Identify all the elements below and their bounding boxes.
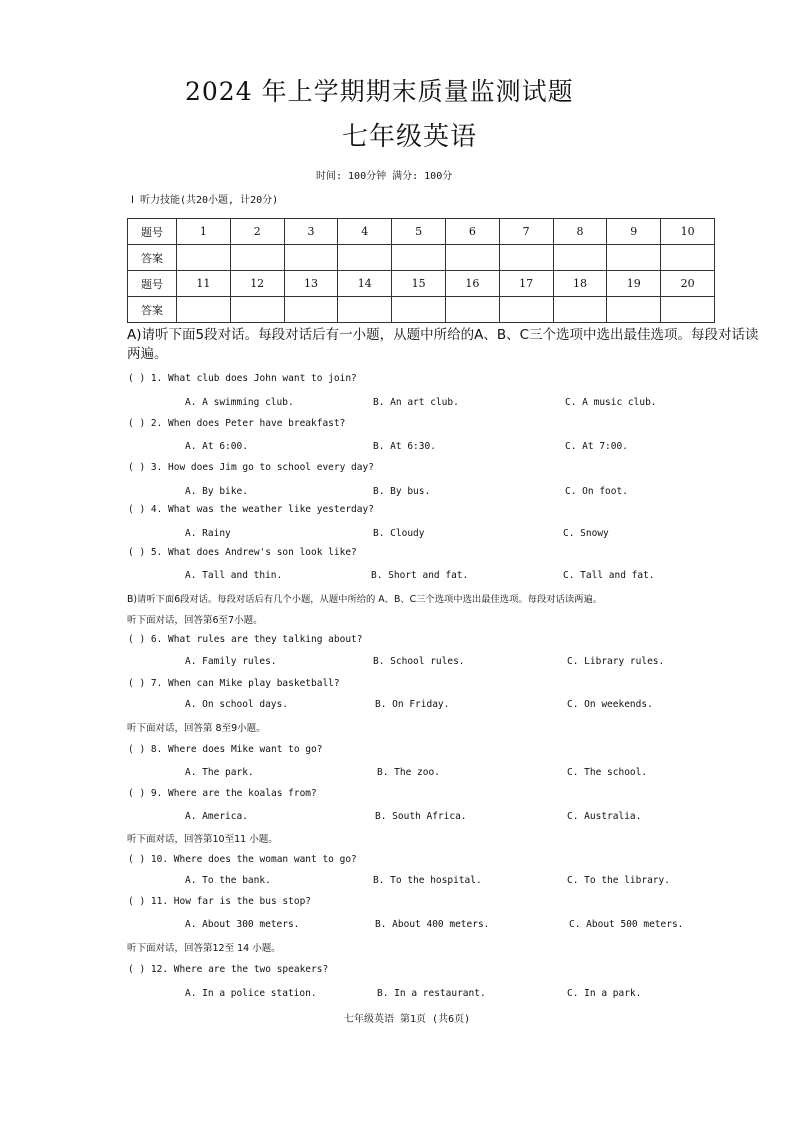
answer-cell[interactable]	[499, 245, 553, 271]
question-5: ( ) 5. What does Andrew's son look like?	[128, 547, 357, 558]
table-cell: 18	[553, 271, 607, 297]
answer-cell[interactable]	[661, 297, 715, 323]
question-3: ( ) 3. How does Jim go to school every day?	[128, 462, 374, 473]
question-10: ( ) 10. Where does the woman want to go?	[128, 854, 357, 865]
option-a: A. Tall and thin.	[185, 570, 283, 581]
option-c: C. Australia.	[567, 811, 642, 822]
table-cell: 4	[338, 219, 392, 245]
question-2: ( ) 2. When does Peter have breakfast?	[128, 418, 346, 429]
table-cell: 6	[445, 219, 499, 245]
option-b: B. An art club.	[373, 397, 459, 408]
question-7: ( ) 7. When can Mike play basketball?	[128, 678, 340, 689]
answer-cell[interactable]	[553, 245, 607, 271]
table-cell: 3	[284, 219, 338, 245]
option-c: C. Library rules.	[567, 656, 665, 667]
table-cell: 10	[661, 219, 715, 245]
table-cell: 5	[392, 219, 446, 245]
option-a: A. About 300 meters.	[185, 919, 300, 930]
page-footer: 七年级英语 第1页 (共6页)	[344, 1014, 471, 1025]
subheading-10-11: 听下面对话，回答第10至11 小题。	[127, 834, 278, 845]
option-c: C. A music club.	[565, 397, 657, 408]
option-c: C. In a park.	[567, 988, 642, 999]
answer-cell[interactable]	[499, 297, 553, 323]
instruction-part-b: B)请听下面6段对话。每段对话后有几个小题，从题中所给的 A、B、C三个选项中选出最佳选项。每段对话读两遍。	[127, 594, 603, 605]
option-b: B. The zoo.	[377, 767, 440, 778]
answer-cell[interactable]	[392, 245, 446, 271]
table-label: 题号	[128, 271, 177, 297]
option-c: C. At 7:00.	[565, 441, 628, 452]
table-cell: 1	[177, 219, 231, 245]
option-c: C. About 500 meters.	[569, 919, 684, 930]
table-cell: 14	[338, 271, 392, 297]
table-cell: 2	[230, 219, 284, 245]
option-b: B. In a restaurant.	[377, 988, 486, 999]
option-a: A. By bike.	[185, 486, 248, 497]
answer-cell[interactable]	[177, 297, 231, 323]
answer-cell[interactable]	[230, 245, 284, 271]
question-6: ( ) 6. What rules are they talking about?	[128, 634, 363, 645]
section-title: Ⅰ 听力技能(共20小题, 计20分)	[131, 195, 279, 206]
option-a: A. At 6:00.	[185, 441, 248, 452]
option-a: A. America.	[185, 811, 248, 822]
exam-subtitle: 七年级英语	[342, 122, 478, 152]
table-cell: 7	[499, 219, 553, 245]
answer-cell[interactable]	[553, 297, 607, 323]
option-a: A. A swimming club.	[185, 397, 294, 408]
subheading-8-9: 听下面对话，回答第 8至9小题。	[127, 723, 266, 734]
table-label: 答案	[128, 245, 177, 271]
question-9: ( ) 9. Where are the koalas from?	[128, 788, 317, 799]
option-c: C. The school.	[567, 767, 648, 778]
option-a: A. Family rules.	[185, 656, 277, 667]
table-cell: 8	[553, 219, 607, 245]
question-1: ( ) 1. What club does John want to join?	[128, 373, 357, 384]
table-label: 答案	[128, 297, 177, 323]
option-a: A. To the bank.	[185, 875, 271, 886]
answer-cell[interactable]	[338, 297, 392, 323]
table-cell: 9	[607, 219, 661, 245]
option-b: B. South Africa.	[375, 811, 467, 822]
option-a: A. The park.	[185, 767, 254, 778]
answer-cell[interactable]	[338, 245, 392, 271]
answer-cell[interactable]	[230, 297, 284, 323]
number-row-2	[128, 271, 715, 297]
question-8: ( ) 8. Where does Mike want to go?	[128, 744, 323, 755]
table-cell: 15	[392, 271, 446, 297]
option-b: B. At 6:30.	[373, 441, 436, 452]
option-b: B. Short and fat.	[371, 570, 469, 581]
option-b: B. On Friday.	[375, 699, 450, 710]
answer-cell[interactable]	[284, 245, 338, 271]
answer-row-2	[128, 297, 715, 323]
option-b: B. About 400 meters.	[375, 919, 490, 930]
option-c: C. To the library.	[567, 875, 670, 886]
table-cell: 17	[499, 271, 553, 297]
table-label: 题号	[128, 219, 177, 245]
option-b: B. To the hospital.	[373, 875, 482, 886]
option-c: C. Snowy	[563, 528, 609, 539]
answer-cell[interactable]	[607, 245, 661, 271]
number-row-1	[128, 219, 715, 245]
option-a: A. On school days.	[185, 699, 288, 710]
answer-cell[interactable]	[661, 245, 715, 271]
table-cell: 19	[607, 271, 661, 297]
option-b: B. By bus.	[373, 486, 431, 497]
answer-cell[interactable]	[445, 245, 499, 271]
answer-row-1	[128, 245, 715, 271]
table-cell: 13	[284, 271, 338, 297]
option-c: C. On foot.	[565, 486, 628, 497]
option-b: B. School rules.	[373, 656, 465, 667]
subheading-6-7: 听下面对话，回答第6至7小题。	[127, 615, 263, 626]
exam-info: 时间: 100分钟 满分: 100分	[316, 171, 453, 182]
instruction-part-a: A)请听下面5段对话。每段对话后有一小题，从题中所给的A、B、C三个选项中选出最佳选项。每段对话读两遍。	[127, 327, 759, 362]
option-c: C. On weekends.	[567, 699, 653, 710]
question-12: ( ) 12. Where are the two speakers?	[128, 964, 329, 975]
table-cell: 12	[230, 271, 284, 297]
table-cell: 11	[177, 271, 231, 297]
option-a: A. In a police station.	[185, 988, 317, 999]
table-cell: 20	[661, 271, 715, 297]
option-b: B. Cloudy	[373, 528, 425, 539]
question-11: ( ) 11. How far is the bus stop?	[128, 896, 312, 907]
table-cell: 16	[445, 271, 499, 297]
option-c: C. Tall and fat.	[563, 570, 655, 581]
exam-title: 2024 年上学期期末质量监测试题	[185, 77, 574, 106]
answer-cell[interactable]	[392, 297, 446, 323]
answer-cell[interactable]	[177, 245, 231, 271]
answer-cell[interactable]	[607, 297, 661, 323]
question-4: ( ) 4. What was the weather like yesterday?	[128, 504, 374, 515]
subheading-12-14: 听下面对话，回答第12至 14 小题。	[127, 943, 281, 954]
answer-table	[127, 218, 715, 323]
option-a: A. Rainy	[185, 528, 231, 539]
answer-cell[interactable]	[445, 297, 499, 323]
answer-cell[interactable]	[284, 297, 338, 323]
